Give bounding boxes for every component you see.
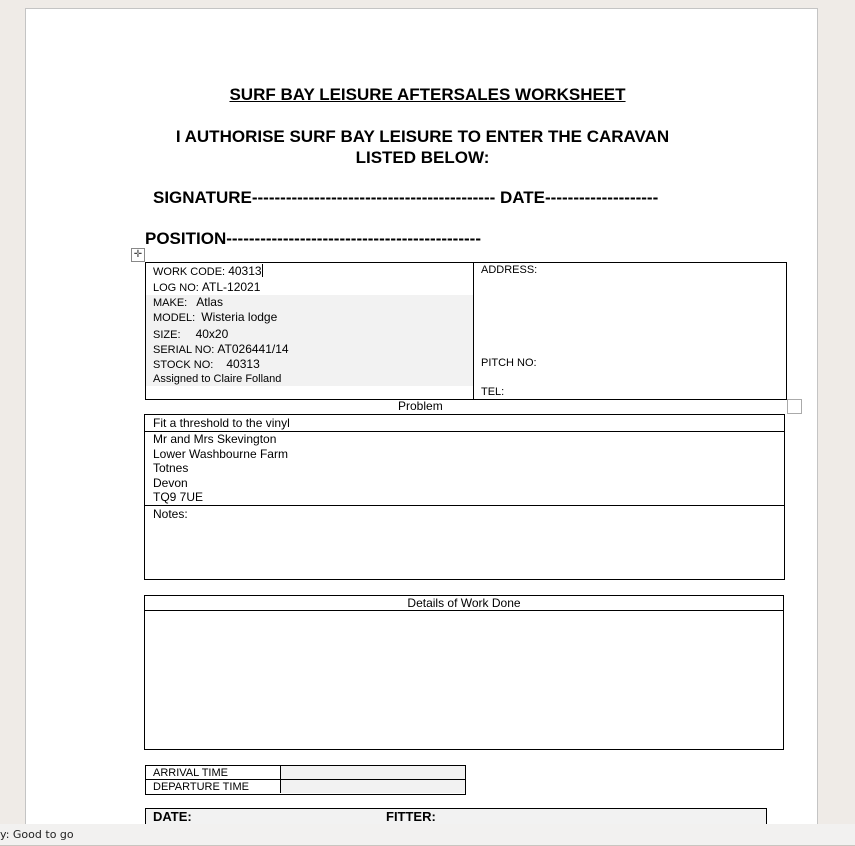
arrival-time-row (146, 766, 465, 780)
notes-label: Notes: (153, 507, 188, 521)
caravan-info-table (145, 262, 787, 400)
status-bar (0, 824, 855, 846)
problem-description-cell[interactable] (145, 415, 784, 432)
model-value: Wisteria lodge (201, 310, 278, 324)
log-no-value: ATL-12021 (201, 280, 261, 294)
position-line: POSITION--------------------------------------------- (145, 229, 481, 248)
tel-label: TEL: (481, 386, 505, 398)
size-label: SIZE: (153, 329, 181, 341)
customer-address-line: Devon (153, 475, 188, 490)
arrival-time-field[interactable] (281, 766, 465, 779)
pitch-no-label: PITCH NO: (481, 357, 537, 369)
problem-description: Fit a threshold to the vinyl (153, 416, 290, 430)
customer-address-cell[interactable] (145, 432, 784, 506)
serial-no-label: SERIAL NO: (153, 344, 215, 356)
text-cursor (262, 264, 263, 277)
status-text: y: Good to go (0, 828, 74, 841)
assigned-to: Assigned to Claire Folland (153, 373, 282, 385)
authorisation-statement (0, 126, 845, 168)
size-row (153, 327, 228, 341)
address-label: ADDRESS: (481, 264, 538, 276)
time-table (145, 765, 466, 795)
arrival-time-label: ARRIVAL TIME (146, 766, 281, 779)
document-title: SURF BAY LEISURE AFTERSALES WORKSHEET (229, 85, 626, 104)
authorisation-line-1: I AUTHORISE SURF BAY LEISURE TO ENTER THE CARAVAN (175, 127, 670, 146)
work-done-table (144, 595, 784, 750)
work-code-row (153, 264, 263, 278)
log-no-label: LOG NO: (153, 282, 199, 294)
departure-time-row (146, 780, 465, 793)
log-no-row (153, 280, 260, 294)
make-value: Atlas (196, 295, 223, 309)
departure-time-field[interactable] (281, 780, 465, 793)
work-done-cell[interactable] (145, 611, 783, 749)
fitter-label: FITTER: (386, 809, 436, 824)
customer-address-line: Totnes (153, 461, 189, 475)
work-code-value: 40313 (228, 264, 262, 278)
serial-no-value: AT026441/14 (217, 342, 289, 356)
work-code-label: WORK CODE: (153, 266, 226, 278)
serial-no-row (153, 342, 289, 356)
make-label: MAKE: (153, 297, 188, 309)
customer-address-line: Mr and Mrs Skevington (153, 432, 277, 446)
problem-table (144, 414, 785, 580)
model-label: MODEL: (153, 312, 196, 324)
departure-time-label: DEPARTURE TIME (146, 780, 281, 793)
stock-no-row (153, 357, 260, 371)
stock-no-value: 40313 (226, 357, 260, 371)
table-resize-handle[interactable] (787, 399, 802, 414)
work-done-header: Details of Work Done (145, 596, 783, 611)
make-row (153, 295, 223, 309)
size-value: 40x20 (195, 327, 229, 341)
model-row (153, 310, 277, 324)
problem-header: Problem (398, 399, 443, 413)
signature-date-line: SIGNATURE------------------------------------------- DATE-------------------- (153, 188, 659, 207)
date-label: DATE: (153, 809, 192, 824)
caravan-details-cell[interactable] (146, 263, 474, 399)
table-move-handle-icon[interactable]: ✛ (131, 248, 145, 262)
authorisation-line-2: LISTED BELOW: (355, 148, 490, 167)
stock-no-label: STOCK NO: (153, 359, 214, 371)
customer-address-line: Lower Washbourne Farm (153, 446, 288, 461)
customer-address-line: TQ9 7UE (153, 490, 204, 504)
